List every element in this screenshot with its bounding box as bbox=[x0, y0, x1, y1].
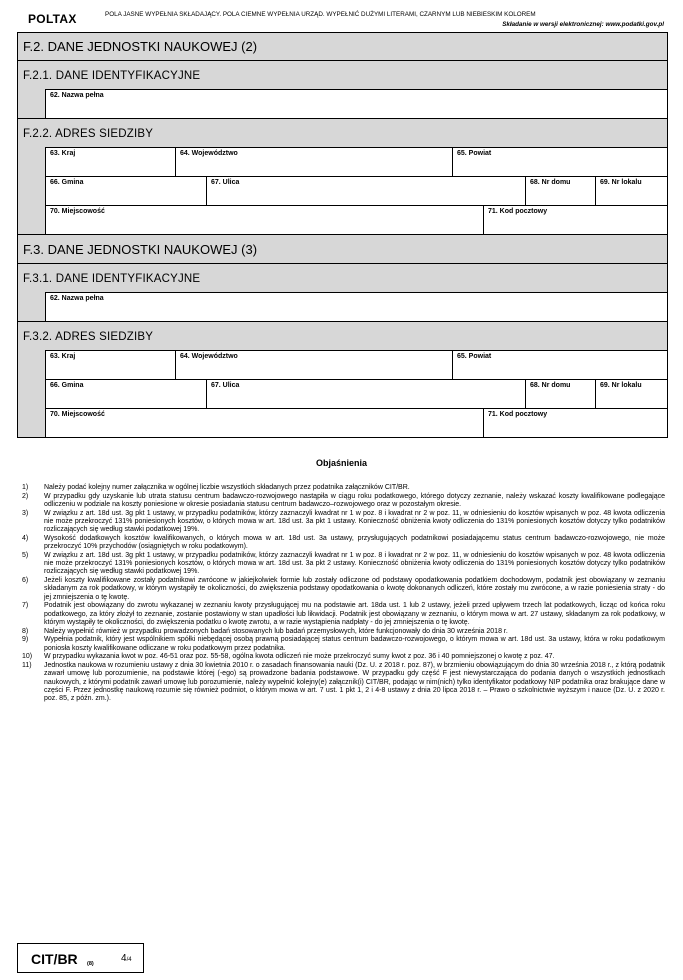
f2-city-label: 70. Miejscowość bbox=[50, 208, 105, 215]
f3-street-label: 67. Ulica bbox=[211, 382, 240, 389]
form-body bbox=[17, 32, 668, 438]
f3-postal-label: 71. Kod pocztowy bbox=[488, 411, 548, 418]
f3-name-label: 62. Nazwa pełna bbox=[50, 295, 104, 302]
f2-district-field[interactable] bbox=[452, 147, 667, 176]
note-item bbox=[22, 552, 665, 577]
note-number: 3) bbox=[22, 509, 29, 517]
f2-commune-label: 66. Gmina bbox=[50, 179, 84, 186]
f3-voivodeship-label: 64. Województwo bbox=[180, 353, 238, 360]
f3-house-no-label: 68. Nr domu bbox=[530, 382, 571, 389]
note-number: 5) bbox=[22, 552, 29, 559]
section-f2-1-header bbox=[18, 60, 667, 89]
note-item bbox=[22, 535, 665, 551]
fill-instructions: POLA JASNE WYPEŁNIA SKŁADAJĄCY. POLA CIEMNE WYPEŁNIA URZĄD. WYPEŁNIĆ DUŻYMI LITERAMI, CZARNYM LUB NIEBIESKIM KOLOREM bbox=[105, 11, 536, 18]
section-f3-header bbox=[18, 234, 667, 263]
note-text: Jednostka naukowa w rozumieniu ustawy z dnia 30 kwietnia 2010 r. o zasadach finansowania nauki (Dz. U. z 2018 r. poz. 87), w brzmieniu obowiązującym do dnia 30 września 2018 r., z którą podatnik zawarł umowę lub porozumienie, na podstawie której (-ego) są prowadzone badania podstawowe. W przypadku gdy część F jest niewystarczająca do podania danych o wszystkich jednostkach naukowych, z którymi podatnik zawarł umowę lub porozumienie, należy wypełnić kolejny(e) załącznik(i) CIT/BR, podając w nim(nich) tylko identyfikator podatkowy NIP podatnika oraz brakujące dane w części F. Przez jednostkę naukową rozumie się również podmiot, o którym mowa w art. 7 ust. 1 pkt 1, 2 i 4-8 ustawy z dnia 20 lipca 2018 r. – Prawo o szkolnictwie wyższym i nauce (Dz. U. z 2020 r. poz. 85, z późn. zm.). bbox=[44, 662, 665, 703]
f2-postal-field[interactable] bbox=[483, 205, 667, 234]
section-f2-1-title: F.2.1. DANE IDENTYFIKACYJNE bbox=[23, 70, 201, 82]
f2-house-no-label: 68. Nr domu bbox=[530, 179, 571, 186]
f2-flat-no-label: 69. Nr lokalu bbox=[600, 179, 642, 186]
section-f3-1-title: F.3.1. DANE IDENTYFIKACYJNE bbox=[23, 273, 201, 285]
note-item bbox=[22, 602, 665, 627]
f2-postal-label: 71. Kod pocztowy bbox=[488, 208, 548, 215]
f3-voivodeship-field[interactable] bbox=[175, 350, 452, 379]
f2-country-label: 63. Kraj bbox=[50, 150, 76, 157]
section-f2-header bbox=[18, 32, 667, 60]
form-code: CIT/BR bbox=[31, 951, 78, 967]
section-f2-2-header bbox=[18, 118, 667, 147]
f2-voivodeship-field[interactable] bbox=[175, 147, 452, 176]
section-f3-1-header bbox=[18, 263, 667, 292]
f3-house-no-field[interactable] bbox=[525, 379, 595, 408]
section-f3-2-header bbox=[18, 321, 667, 350]
note-item bbox=[22, 653, 665, 661]
form-header bbox=[17, 10, 668, 32]
note-item bbox=[22, 510, 665, 535]
section-f3-title: F.3. DANE JEDNOSTKI NAUKOWEJ (3) bbox=[23, 242, 258, 257]
f3-city-field[interactable] bbox=[45, 408, 483, 437]
note-number: 11) bbox=[22, 662, 32, 670]
explanations-title: Objaśnienia bbox=[315, 458, 368, 468]
explanations-list bbox=[22, 484, 665, 704]
note-number: 7) bbox=[22, 602, 29, 610]
note-number: 6) bbox=[22, 577, 29, 585]
f2-city-field[interactable] bbox=[45, 205, 483, 234]
section-f2-2-title: F.2.2. ADRES SIEDZIBY bbox=[23, 128, 154, 140]
note-item bbox=[22, 577, 665, 602]
note-text: Podatnik jest obowiązany do zwrotu wykazanej w zeznaniu kwoty przysługującej mu na podstawie art. 18da ust. 1 lub 2 ustawy, jeżeli przed upływem trzech lat podatkowych, licząc od końca roku podatkowego, za który złożył to zeznanie, zostanie postawiony w stan upadłości lub likwidacji. Podatnik jest obowiązany w zeznaniu, o którym mowa w art. 27 ustawy, składanym za rok podatkowy, w którym wystąpiły te okoliczności, do zwiększenia podatku o kwotę zwrotu, a w razie wystąpienia nadpłaty - do jej zmniejszenia o tę kwotę. bbox=[44, 602, 665, 626]
f3-flat-no-field[interactable] bbox=[595, 379, 667, 408]
f3-district-field[interactable] bbox=[452, 350, 667, 379]
note-item bbox=[22, 484, 665, 492]
note-item bbox=[22, 493, 665, 509]
section-f2-title: F.2. DANE JEDNOSTKI NAUKOWEJ (2) bbox=[23, 39, 258, 54]
note-text: W przypadku wykazania kwot w poz. 46-51 oraz poz. 55-58, ogólna kwota odliczeń nie może przekroczyć sumy kwot z poz. 36 i 40 pomniejszonej o kwotę z poz. 47. bbox=[44, 653, 555, 661]
note-text: W związku z art. 18d ust. 3g pkt 1 ustawy, w przypadku podatników, którzy zaznaczyli kwadrat nr 1 w poz. 8 i kwadrat nr 2 w poz. 11, w odniesieniu do kosztów wpisanych w poz. 48 kwota odliczenia nie może przekroczyć 131% poniesionych kosztów, o których mowa w art. 18d ust. 3a pkt 1 ustawy. Konieczność obniżenia kwoty odliczenia do 131% poniesionych kosztów dotyczy tylko podatników rozliczających się według stawki podatkowej 19%. bbox=[44, 509, 665, 534]
page-number bbox=[121, 953, 132, 964]
f2-district-label: 65. Powiat bbox=[457, 150, 492, 157]
f3-postal-field[interactable] bbox=[483, 408, 667, 437]
f3-city-label: 70. Miejscowość bbox=[50, 411, 105, 418]
note-number: 1) bbox=[22, 484, 29, 491]
efile-note: Składanie w wersji elektronicznej: www.podatki.gov.pl bbox=[502, 21, 664, 28]
note-number: 8) bbox=[22, 627, 29, 635]
note-number: 10) bbox=[22, 653, 33, 661]
page-current: 4 bbox=[121, 953, 127, 964]
f2-street-field[interactable] bbox=[206, 176, 525, 205]
f3-country-field[interactable] bbox=[45, 350, 175, 379]
f2-name-label: 62. Nazwa pełna bbox=[50, 92, 104, 99]
note-number: 2) bbox=[22, 492, 29, 500]
note-text: W związku z art. 18d ust. 3g pkt 1 ustawy, w przypadku podatników, którzy zaznaczyli kwadrat nr 1 w poz. 8 i kwadrat nr 2 w poz. 11, w odniesieniu do kosztów wpisanych w poz. 48 kwota odliczenia nie może przekroczyć 131% poniesionych kosztów, o których mowa w art. 18d ust. 3a pkt 2 ustawy. Konieczność obniżenia kwoty odliczenia do 131% poniesionych kosztów dotyczy tylko podatników rozliczających się według stawki podatkowej 19%. bbox=[44, 552, 665, 576]
note-text: Należy podać kolejny numer załącznika w ogólnej liczbie wszystkich składanych przez podatnika załączników CIT/BR. bbox=[44, 484, 410, 491]
f2-street-label: 67. Ulica bbox=[211, 179, 240, 186]
f3-district-label: 65. Powiat bbox=[457, 353, 492, 360]
f2-country-field[interactable] bbox=[45, 147, 175, 176]
note-text: Jeżeli koszty kwalifikowane zostały podatnikowi zwrócone w jakiejkolwiek formie lub zostały odliczone od podstawy opodatkowania podatkiem dochodowym, podatnik jest obowiązany w zeznaniu składanym za rok podatkowy, w którym wystąpiły te okoliczności, do zwiększenia podstawy opodatkowania o kwotę dokonanych odliczeń, które zostały mu zwrócone, a w razie poniesienia straty - do jej zmniejszenia o tę kwotę. bbox=[44, 577, 665, 601]
f3-commune-field[interactable] bbox=[45, 379, 206, 408]
form-footer bbox=[17, 943, 144, 973]
f3-flat-no-label: 69. Nr lokalu bbox=[600, 382, 642, 389]
note-text: Należy wypełnić również w przypadku prowadzonych badań stosowanych lub badań przemysłowych, które funkcjonowały do dnia 30 września 2018 r. bbox=[44, 627, 508, 635]
f2-flat-no-field[interactable] bbox=[595, 176, 667, 205]
f2-commune-field[interactable] bbox=[45, 176, 206, 205]
f3-country-label: 63. Kraj bbox=[50, 353, 76, 360]
poltax-label: POLTAX bbox=[28, 12, 77, 26]
note-text: Wypełnia podatnik, który jest wspólnikiem spółki niebędącej osobą prawną posiadającej status centrum badawczo-rozwojowego, o którym mowa w art. 18d ust. 3a ustawy, która w roku podatkowym poniosła koszty kwalifikowane odliczane w roku podatkowym przez podatnika. bbox=[44, 636, 665, 652]
note-item bbox=[22, 662, 665, 703]
f3-commune-label: 66. Gmina bbox=[50, 382, 84, 389]
note-text: W przypadku gdy uzyskanie lub utrata statusu centrum badawczo-rozwojowego nastąpiła w ciągu roku podatkowego, którego dotyczy zeznanie, należy wskazać koszty kwalifikowane podlegające odliczeniu w podziale na koszty poniesione w okresie posiadania statusu centrum badawczo–rozwojowego oraz w pozostałym okresie. bbox=[44, 492, 665, 508]
f2-name-field[interactable] bbox=[45, 89, 667, 118]
f2-voivodeship-label: 64. Województwo bbox=[180, 150, 238, 157]
page-total: /4 bbox=[126, 957, 132, 963]
section-f3-2-title: F.3.2. ADRES SIEDZIBY bbox=[23, 331, 154, 343]
note-number: 9) bbox=[22, 636, 29, 644]
note-number: 4) bbox=[22, 535, 29, 542]
form-version: (8) bbox=[87, 961, 94, 967]
f3-street-field[interactable] bbox=[206, 379, 525, 408]
f2-house-no-field[interactable] bbox=[525, 176, 595, 205]
f3-name-field[interactable] bbox=[45, 292, 667, 321]
note-text: Wysokość dodatkowych kosztów kwalifikowanych, o których mowa w art. 18d ust. 3a ustawy, przysługujących podatnikowi posiadającemu status centrum badawczo-rozwojowego, nie może przekroczyć 10% przychodów (osiągniętych w roku podatkowym). bbox=[44, 535, 665, 551]
note-item bbox=[22, 636, 665, 652]
note-item bbox=[22, 628, 665, 636]
